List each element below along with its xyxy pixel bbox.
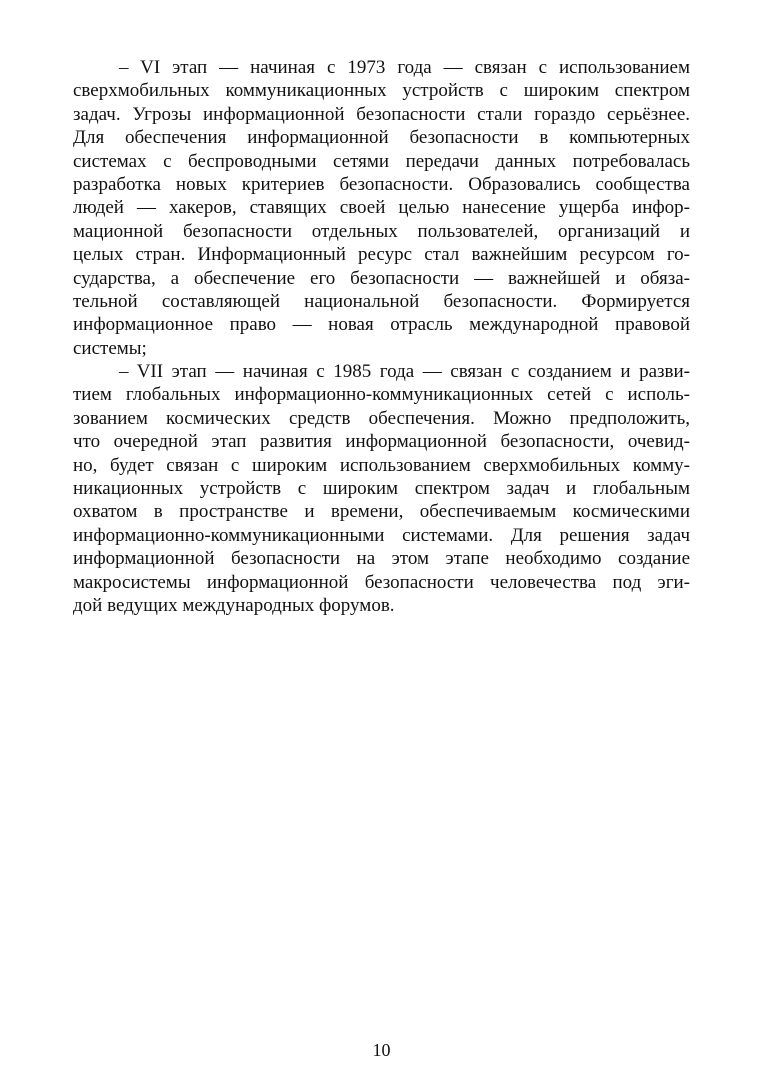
- paragraph-stage-vi: [73, 56, 690, 360]
- text-line: дой ведущих международных форумов.: [73, 594, 395, 616]
- text-line: сударства, а обеспечение его безопасности — важнейшей и обяза-: [73, 267, 690, 289]
- paragraph-stage-vii: [73, 360, 690, 617]
- text-line: людей — хакеров, ставящих своей целью нанесение ущерба инфор-: [73, 197, 690, 219]
- text-line: – VII этап — начиная с 1985 года — связан с созданием и разви-: [119, 361, 690, 383]
- text-line: разработка новых критериев безопасности. Образовались сообщества: [73, 173, 690, 195]
- page-number: 10: [372, 1040, 391, 1060]
- text-line: информационной безопасности на этом этапе необходимо создание: [73, 548, 690, 570]
- text-line: Для обеспечения информационной безопасности в компьютерных: [73, 127, 690, 149]
- text-line: задач. Угрозы информационной безопасности стали гораздо серьёзнее.: [73, 103, 690, 125]
- text-line: информационное право — новая отрасль международной правовой: [73, 314, 690, 336]
- text-line: сверхмобильных коммуникационных устройств с широким спектром: [73, 80, 690, 102]
- text-line: никационных устройств с широким спектром задач и глобальным: [73, 478, 690, 500]
- text-line: макросистемы информационной безопасности человечества под эги-: [73, 571, 690, 593]
- text-line: что очередной этап развития информационной безопасности, очевид-: [73, 431, 690, 453]
- text-line: охватом в пространстве и времени, обеспечиваемым космическими: [73, 501, 690, 523]
- text-line: системах с беспроводными сетями передачи данных потребовалась: [73, 150, 690, 172]
- text-line: целых стран. Информационный ресурс стал важнейшим ресурсом го-: [73, 244, 690, 266]
- text-line: информационно-коммуникационными системами. Для решения задач: [73, 524, 690, 546]
- text-line: системы;: [73, 337, 147, 359]
- text-line: тием глобальных информационно-коммуникационных сетей с исполь-: [73, 384, 690, 406]
- text-line: но, будет связан с широким использованием сверхмобильных комму-: [73, 454, 690, 476]
- text-line: – VI этап — начиная с 1973 года — связан с использованием: [119, 57, 690, 78]
- text-line: тельной составляющей национальной безопасности. Формируется: [73, 290, 690, 312]
- body-text: [73, 56, 690, 617]
- text-line: зованием космических средств обеспечения. Можно предположить,: [73, 407, 690, 429]
- text-line: мационной безопасности отдельных пользователей, организаций и: [73, 220, 690, 242]
